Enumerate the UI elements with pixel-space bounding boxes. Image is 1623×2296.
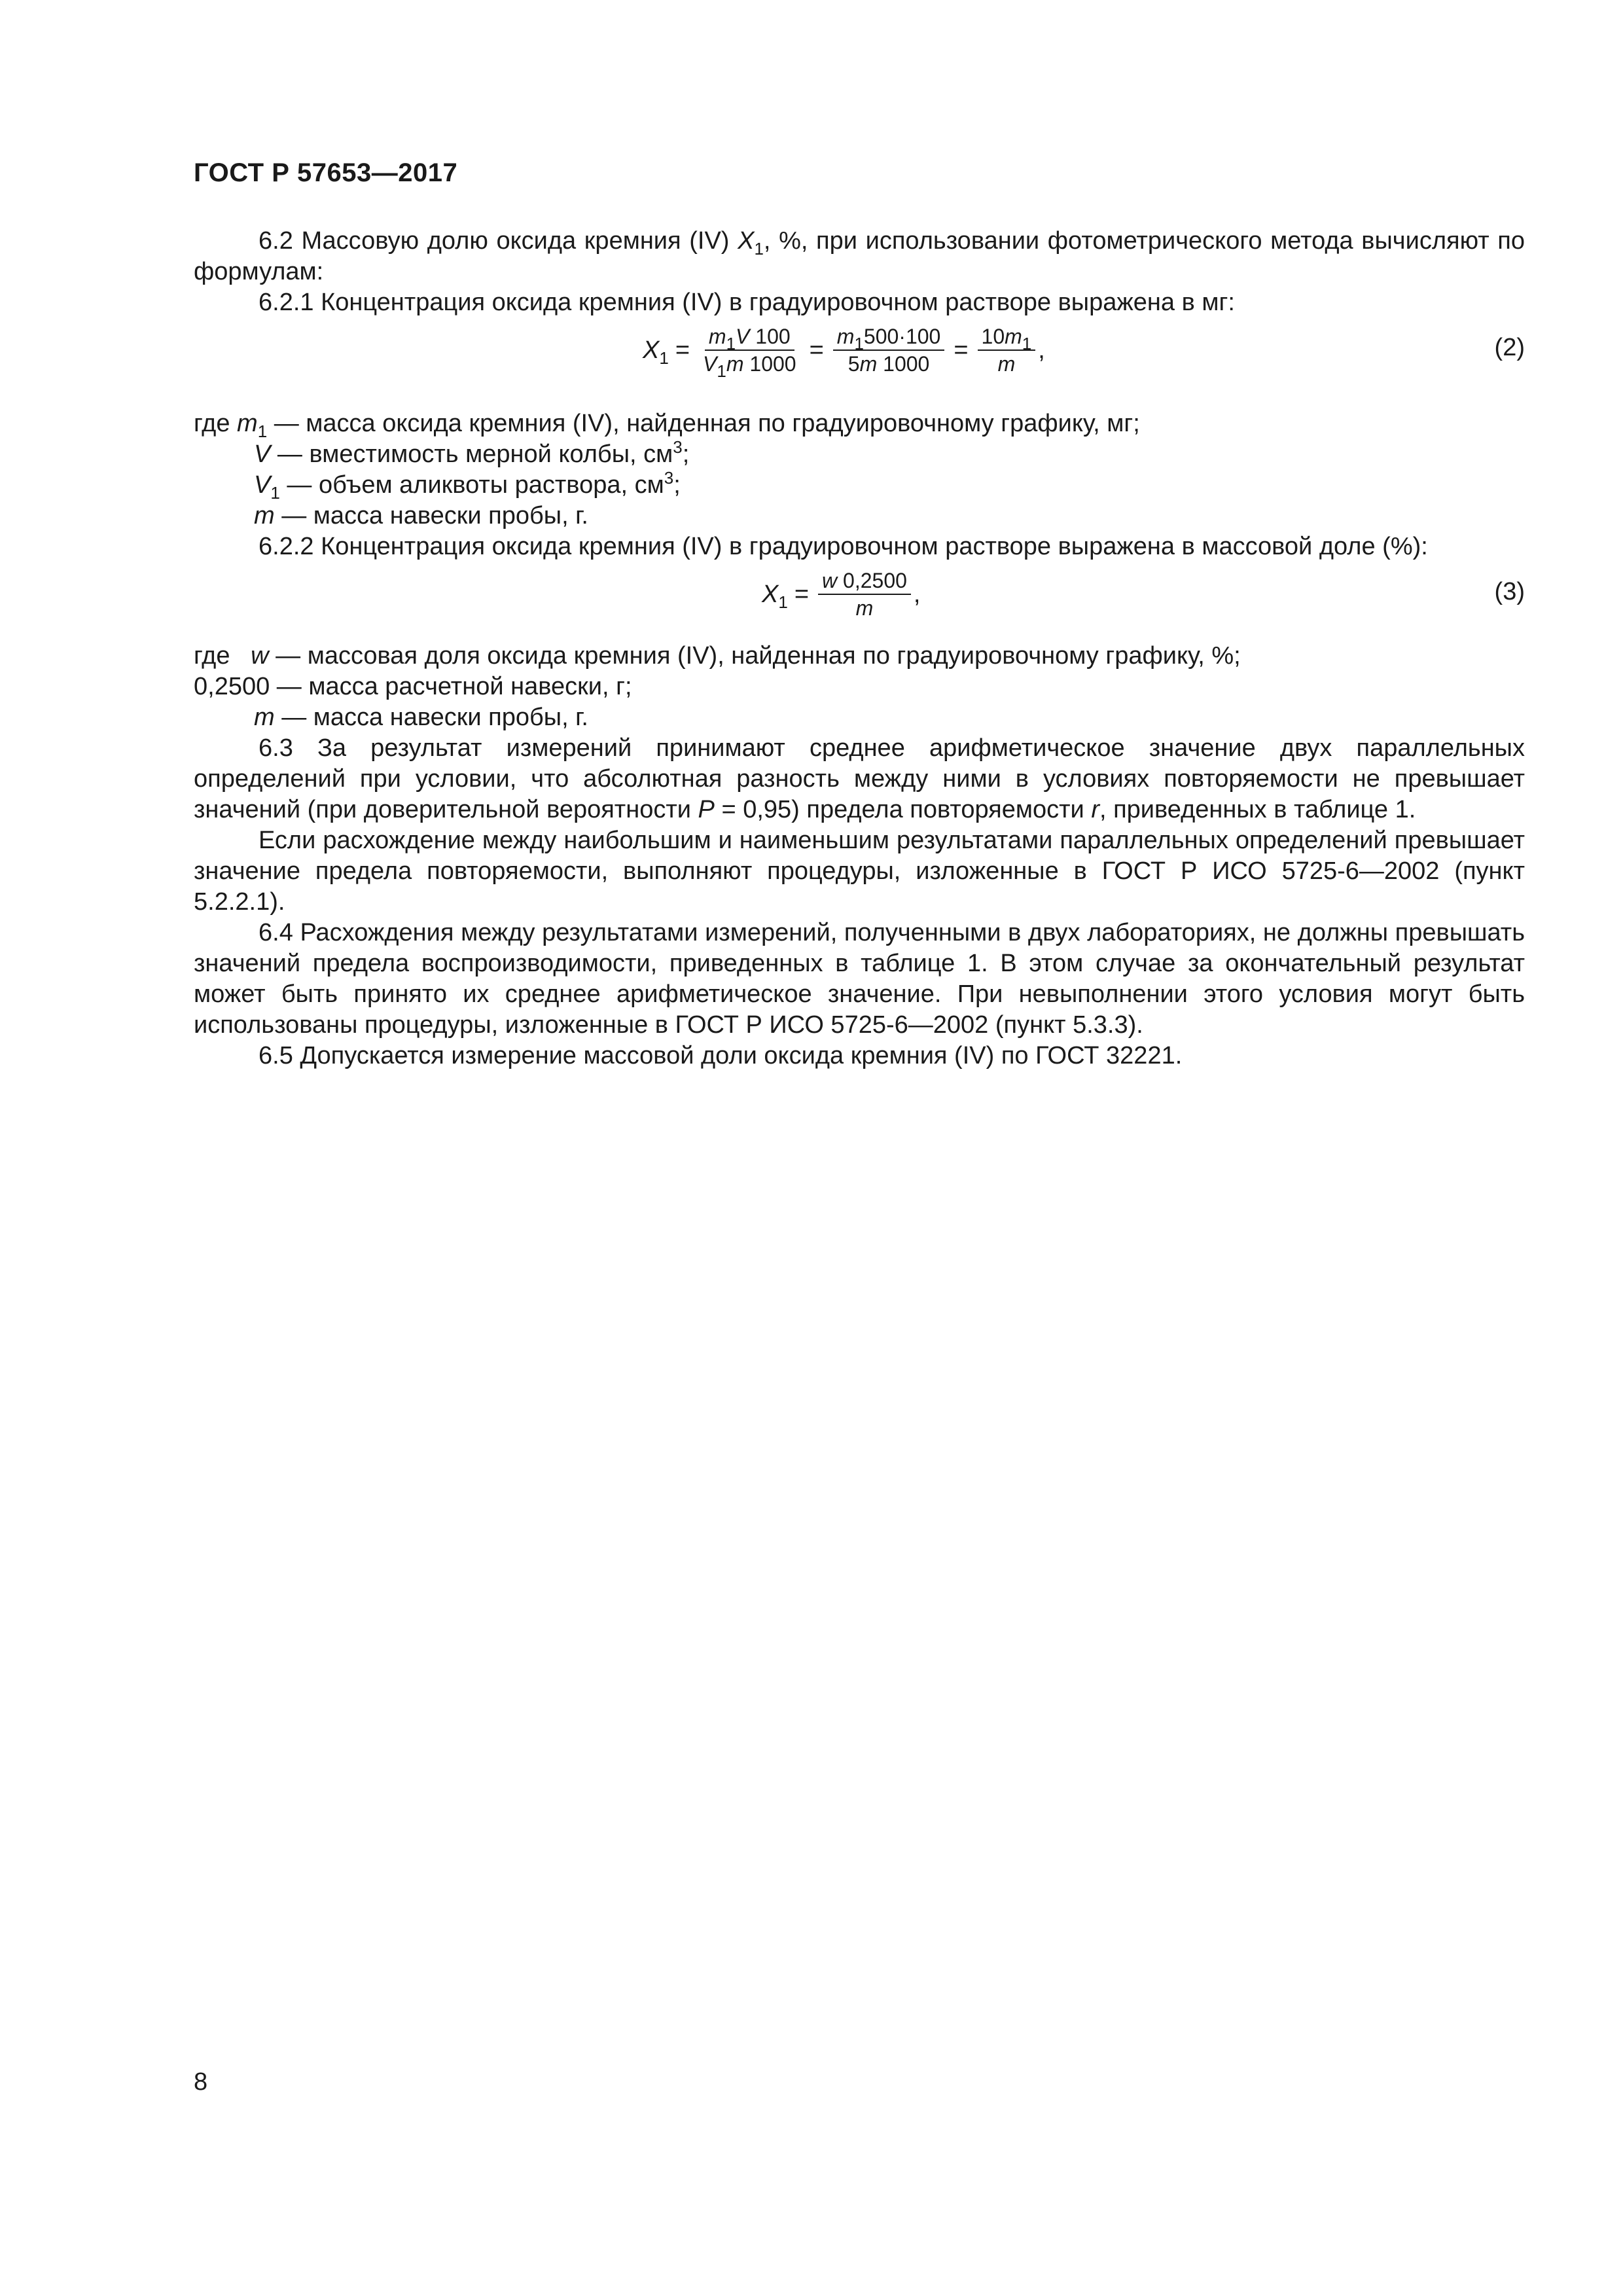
formula-2: $X_1$ = $\frac{m_1V 100}{V_1m 1000}$ = $\frac{m_1500\cdot 100}{5m 1000}$ = $\frac{10m_1}{m}$ , (2) (643, 325, 1525, 381)
paragraph-6-3-continued: Если расхождение между наибольшим и наименьшим результатами параллельных определений превышает значение предела повторяемости, выполняют процедуры, изложенные в ГОСТ Р ИСО 5725-6—2002 (пункт 5.2.2.1). (194, 827, 1525, 916)
formula-3: $X_1$ = $\frac{w 0,2500}{m}$ , (3) (762, 569, 1525, 620)
document-body (194, 226, 1525, 1071)
formula-number-2: (2) (1494, 334, 1525, 361)
paragraph-6-4: 6.4 Расхождения между результатами измерений, полученными в двух лабораториях, не должны превышать значений предела воспроизводимости, приведенных в таблице 1. В этом случае за окончательный результат может быть принято их среднее арифметическое значение. При невыполнении этого условия могут быть использованы процедуры, изложенные в ГОСТ Р ИСО 5725-6—2002 (пункт 5.3.3). (194, 919, 1525, 1039)
document-header: ГОСТ Р 57653—2017 (194, 158, 458, 187)
legend-formula-2: где $m_1$ — масса оксида кремния (IV), найденная по градуировочному графику, мг; V — вместимость мерной колбы, $см^3$; $V_1$ — объем аликвоты раствора, $см^3$; m — масса навески пробы, г. (194, 410, 1140, 529)
paragraph-6-2: 6.2 Массовую долю оксида кремния (IV) $X_1$, %, при использовании фотометрического метода вычисляют по формулам: (194, 227, 1525, 285)
fraction-3: $\frac{10m_1}{m}$ (978, 323, 1036, 377)
paragraph-6-3: 6.3 За результат измерений принимают среднее арифметическое значение двух параллельных определений при условии, что абсолютная разность между ними в условиях повторяемости не превышает значений (при доверительной вероятности P = 0,95) предела повторяемости r, приведенных в таблице 1. (194, 734, 1525, 823)
formula-number-3: (3) (1494, 578, 1525, 605)
paragraph-6-2-1: 6.2.1 Концентрация оксида кремния (IV) в градуировочном растворе выражена в мг: (259, 289, 1235, 316)
fraction-1: $\frac{m_1V 100}{V_1m 1000}$ (703, 325, 796, 381)
page-number: 8 (194, 2068, 208, 2096)
fraction-2: $\frac{m_1500\cdot 100}{5m 1000}$ (833, 323, 945, 377)
paragraph-6-2-2: 6.2.2 Концентрация оксида кремния (IV) в градуировочном растворе выражена в массовой доле (%): (259, 533, 1428, 560)
paragraph-6-5: 6.5 Допускается измерение массовой доли оксида кремния (IV) по ГОСТ 32221. (259, 1042, 1183, 1069)
legend-formula-3: где w — массовая доля оксида кремния (IV), найденная по градуировочному графику, %; 0,2500 — масса расчетной навески, г; m — масса навески пробы, г. (194, 642, 1241, 731)
fraction-4: $\frac{w 0,2500}{m}$ (818, 567, 911, 621)
